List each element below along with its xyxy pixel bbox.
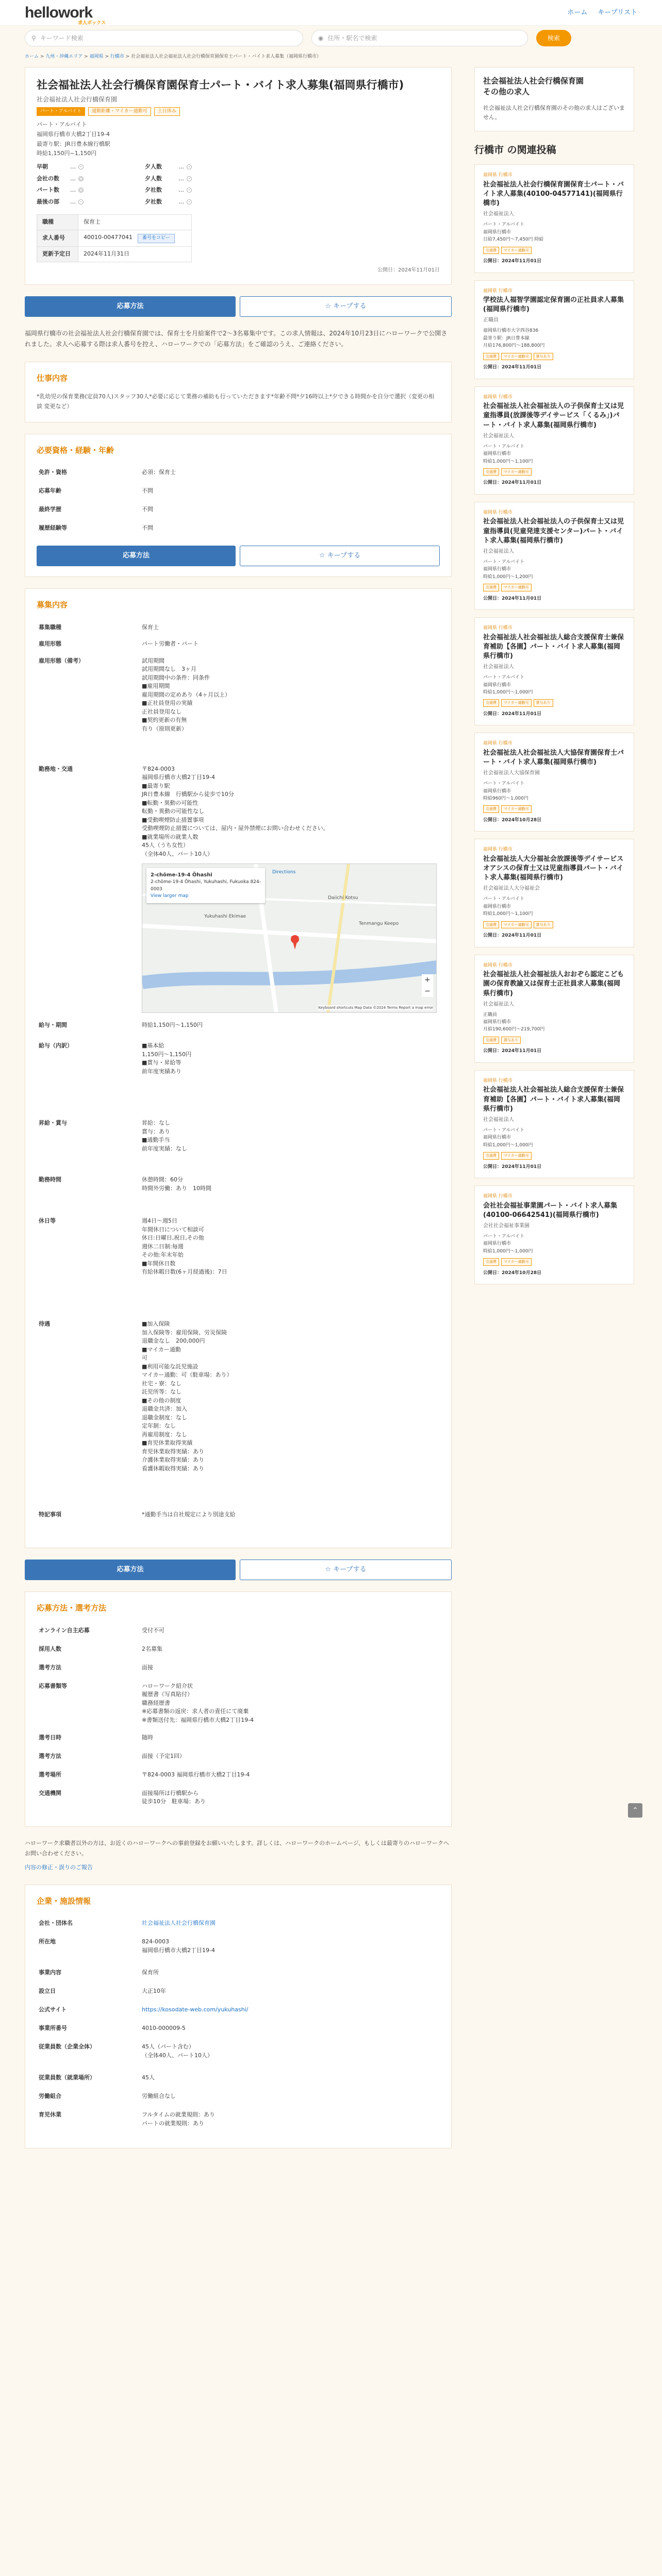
related-job-title[interactable]: 社会福祉法人社会福祉法人総合支援保育士兼保育補助【各園】パート・バイト求人募集(福岡県行橋市): [483, 633, 624, 660]
related-job-tag: 交通費: [483, 805, 499, 813]
site-logo[interactable]: [25, 1, 106, 25]
location-map[interactable]: [142, 863, 437, 1013]
job-basic-info: [37, 120, 440, 159]
job-summary-card: [25, 67, 452, 285]
application-card: [25, 1591, 452, 1827]
related-job-card[interactable]: [474, 1185, 634, 1284]
related-job-location: 福岡県 行橋市: [483, 962, 512, 968]
shift-item: 会社の数 … ○: [37, 175, 83, 182]
official-site-link[interactable]: https://kosodate-web.com/yukuhashi/: [142, 2006, 249, 2013]
related-job-title[interactable]: 学校法人福智学園認定保育園の正社員求人募集(福岡県行橋市): [483, 296, 624, 314]
search-bar: [0, 26, 662, 50]
related-job-title[interactable]: 社会福祉法人社会福祉法人の子供保育士又は児童指導員(放課後等デイサービス「くるみ」)パート・バイト求人募集(福岡県行橋市): [483, 402, 624, 429]
related-job-tag: 交通費: [483, 247, 499, 255]
related-job-card[interactable]: [474, 280, 634, 379]
related-job-company: 正職員: [483, 317, 499, 324]
logo-badge: 求人ボックス: [78, 20, 106, 25]
related-job-details: 福岡県行橋市大字西谷836 最寄り駅：JR日豊本線 月給176,800円〜188,800円: [483, 328, 545, 349]
map-info-box: [146, 868, 265, 903]
job-title: 社会福祉法人社会行橋保育園保育士パート・バイト求人募集(福岡県行橋市): [37, 78, 404, 91]
related-list: [474, 164, 634, 1284]
related-job-tag: 交通費: [483, 699, 499, 707]
apply-button[interactable]: 応募方法: [25, 1560, 236, 1580]
related-job-company: 社会福祉法人: [483, 433, 514, 439]
copy-number-button[interactable]: 番号をコピー: [138, 234, 175, 243]
related-job-location: 福岡県 行橋市: [483, 1078, 512, 1083]
shift-item: 夕社数 … -: [145, 198, 233, 207]
header-nav: [567, 8, 637, 18]
requirements-card: [25, 434, 452, 578]
related-job-published: 公開日：2024年10月28日: [483, 1270, 542, 1276]
related-job-tag: 交通費: [483, 584, 499, 591]
job-content-text: *乳幼児の保育業務(定員70人)スタッフ30人*必要に応じて業務の補助も行っていただきます*年齢不問*夕16時以上*夕できる時間かを自分で選択（変更の相談 変更など）: [37, 393, 435, 410]
terms-title: 募集内容: [37, 600, 68, 610]
search-icon: ⚲: [31, 35, 36, 42]
related-job-company: 社会福祉法人: [483, 548, 514, 554]
breadcrumb: ホーム > 九州・沖縄エリア > 福岡県 > 行橋市 > 社会福祉法人社会福祉法人社会行橋保育園保育士パート・バイト求人募集（福岡県行橋市）: [25, 54, 322, 59]
related-job-details: パート・アルバイト 福岡県行橋市 時給1,000円〜1,200円: [483, 559, 533, 580]
action-buttons-bottom: [25, 1560, 452, 1580]
search-button[interactable]: 検索: [536, 30, 571, 46]
related-job-tags: [483, 1152, 625, 1160]
key-info-table: 職種 保育士 求人番号 40010-00477041 番号をコピー 更新予定日 2024年11月31日: [37, 214, 192, 262]
related-job-tag: マイカー通勤可: [501, 1258, 532, 1266]
related-job-tag: マイカー通勤可: [501, 584, 532, 591]
related-job-published: 公開日：2024年11月01日: [483, 1164, 542, 1170]
related-job-details: パート・アルバイト 福岡県行橋市 時給1,000円〜1,100円: [483, 896, 533, 917]
map-larger-link[interactable]: View larger map: [151, 893, 189, 899]
action-buttons-mid: [37, 546, 440, 566]
site-header: [0, 0, 662, 26]
main-column: [25, 67, 452, 2149]
nav-home-link[interactable]: ホーム: [567, 8, 588, 16]
shift-item: 夕人数 … -: [145, 175, 233, 183]
related-job-card[interactable]: [474, 955, 634, 1063]
related-job-location: 福岡県 行橋市: [483, 625, 512, 631]
related-job-title[interactable]: 社会福祉法人社会福祉法人おおぞら認定こども園の保育教諭又は保育士正社員求人募集(福岡県行橋市): [483, 971, 624, 997]
nearest-station: 最寄り駅：JR日豊本線行橋駅: [37, 140, 110, 147]
map-zoom-controls[interactable]: + −: [422, 974, 433, 997]
related-job-card[interactable]: [474, 1070, 634, 1178]
published-date: 公開日：2024年11月01日: [377, 267, 440, 273]
report-error-link[interactable]: 内容の修正・誤りのご報告: [25, 1864, 93, 1871]
related-job-tags: [483, 1258, 625, 1266]
star-icon: ☆: [325, 1566, 334, 1574]
related-job-tags: [483, 699, 625, 707]
job-tags: [37, 107, 440, 116]
related-job-details: パート・アルバイト 福岡県行橋市 時給1,000円〜1,000円: [483, 1233, 533, 1254]
related-job-tag: 交通費: [483, 468, 499, 476]
related-job-tags: [483, 353, 625, 361]
related-job-card[interactable]: [474, 839, 634, 947]
related-job-company: 社会福祉法人: [483, 1116, 514, 1123]
map-place-name: 2-chōme-19-4 Ōhashi: [151, 872, 212, 878]
map-credit: Keyboard shortcuts Map Data ©2024 Terms Report a map error: [318, 1005, 433, 1010]
related-job-tags: [483, 921, 625, 929]
related-job-tags: [483, 468, 625, 476]
related-job-company: 社会福祉法人大分福祉会: [483, 886, 540, 892]
shift-item: 早朝 … -: [37, 163, 124, 172]
apply-button[interactable]: 応募方法: [25, 296, 236, 317]
related-job-card[interactable]: [474, 386, 634, 495]
job-content-title: 仕事内容: [37, 373, 68, 383]
company-title: 企業・施設情報: [37, 1896, 91, 1906]
chevron-up-icon: ⌃: [632, 1806, 638, 1815]
related-job-location: 福岡県 行橋市: [483, 741, 512, 747]
job-number: 40010-00477041: [84, 234, 133, 241]
related-job-published: 公開日：2024年11月01日: [483, 933, 542, 939]
related-job-details: パート・アルバイト 福岡県行橋市 日給7,450円〜7,450円 時給: [483, 222, 544, 243]
job-tag: 通勤距離・マイカー通勤可: [88, 107, 151, 116]
breadcrumb-pref[interactable]: 福岡県: [89, 54, 104, 59]
map-poi: Daiichi Kotsu: [328, 895, 358, 901]
terms-table: 募集職種 保育士 雇用形態 パート労働者・パート 雇用形態（備考） 試用期間 試用期間なし 3ヶ月 試用期間中の条件：同条件 ■雇用期間 雇用期間の定めあり（4ヶ月以上） ■正社員登用の実績 正社員登用なし ■契約更新の有無 有り（原則更新） 勤務地・交通 〒824-0003 福岡県行橋市大橋2丁目19-4 ■最寄り駅 JR日豊本線 行橋駅から徒歩で10分 ■転勤・異動の可能性 転勤・異動の可能性なし ■受動喫煙防止措置事項 受動喫煙防止措置については、屋内・屋外禁煙にお問い合わせください。 ■就業場所の就業人数 45人（うち女性） （全体40人、パート10人） 2-chōme-19-4 Ōhashi 2-chōme-19-4 Ōhashi, Yukuhashi, Fukuoka 824-0003 View larger map Directions Daiichi Kotsu Yukuhashi Ekimae Tenmangu Keepo + − Keyboard shortcuts Map Data ©2024 Terms Report a map error 給与・期間 時給1,150円〜1,150円 給与（内訳） ■基本給 1,150円〜1,150円 ■賞与・昇給等 前年度実績あり 昇給・賞与 昇給：なし 賞与：あり ■通勤手当 前年度実績：なし 勤務時間 休憩時間：60分 時間外労働：あり 10時間 休日等 週4日〜週5日 年間休日について相談可 休日:日曜日,祝日,その他 週休二日制:毎週 その他:年末年始 ■年間休日数 有給休暇日数(6ヶ月経過後)：7日 待遇 ■加入保険 加入保険等：雇用保険、労災保険 退職金なし 200,000円 ■マイカー通勤 可 ■利用可能な託児施設 マイカー通勤：可（駐車場：あり） 社宅・寮：なし 託児所等：なし ■その他の制度 退職金共済：加入 退職金制度：なし 定年制：なし 再雇用制度：なし ■育児休業取得実績 育児休業取得実績：あり 介護休業取得実績：あり 看護休暇取得実績：あり 特記事項 *通勤手当は自社規定により別途支給: [37, 619, 440, 1538]
related-job-tag: 賞与あり: [534, 921, 553, 929]
map-place-address: 2-chōme-19-4 Ōhashi, Yukuhashi, Fukuoka 824-0003: [151, 879, 261, 892]
related-job-company: 社会福祉法人大協保育園: [483, 770, 540, 776]
related-job-company: 社会福祉法人: [483, 211, 514, 217]
related-job-published: 公開日：2024年11月01日: [483, 1048, 542, 1054]
star-icon: ☆: [319, 552, 327, 560]
terms-card: [25, 588, 452, 1548]
related-job-location: 福岡県 行橋市: [483, 1194, 512, 1199]
requirements-table: 免許・資格 必須：保育士 応募年齢 不問 最終学歴 不問 履歴経験等 不問: [39, 469, 176, 532]
shift-item: 最後の部 … -: [37, 198, 124, 207]
related-job-published: 公開日：2024年11月01日: [483, 596, 542, 601]
related-job-company: 社会福祉法人: [483, 664, 514, 670]
related-job-details: パート・アルバイト 福岡県行橋市 時給1,000円〜1,000円: [483, 675, 533, 695]
map-poi: Yukuhashi Ekimae: [204, 914, 246, 920]
related-title: 行橋市 の関連投稿: [474, 144, 556, 156]
shift-item: 夕人数 … -: [145, 163, 233, 172]
related-job-tags: [483, 805, 625, 813]
location-search-input[interactable]: [311, 30, 528, 46]
map-directions-link[interactable]: Directions: [272, 870, 296, 875]
shift-item: パート数 … ○: [37, 187, 83, 194]
related-job-tag: 賞与あり: [534, 699, 553, 707]
other-jobs-text: 社会福祉法人社会行橋保育園のその他の求人はございません。: [483, 104, 625, 121]
related-job-card[interactable]: [474, 617, 634, 725]
location-placeholder: 住所・駅名で検索: [327, 35, 377, 42]
related-job-location: 福岡県 行橋市: [483, 510, 512, 515]
related-job-tag: 交通費: [483, 921, 499, 929]
related-job-title[interactable]: 社会福祉法人社会福祉法人総合支援保育士兼保育補助【各園】パート・バイト求人募集(福岡県行橋市): [483, 1086, 624, 1113]
related-job-tag: マイカー通勤可: [501, 699, 532, 707]
related-job-published: 公開日：2024年11月01日: [483, 711, 542, 717]
other-jobs-title: 社会福祉法人社会行橋保育園: [483, 76, 584, 86]
job-content-card: [25, 362, 452, 422]
application-table: オンライン自主応募 受付不可 採用人数 2名募集 選考方法 面接 応募書類等 ハローワーク紹介状 履歴書（写真貼付） 職務経歴書 ※応募書類の返戻：求人者の責任にて廃棄 ※書類送付先：福岡県行橋市大橋2丁目19-4 選考日時 随時 選考方法 面接（予定1回） 選考場所 〒824-0003 福岡県行橋市大橋2丁目19-4 交通機関 面接場所は行橋駅から 徒歩10分 駐車場：あり: [39, 1626, 254, 1805]
company-table: 会社・団体名 社会福祉法人社会行橋保育園 所在地 824-0003 福岡県行橋市大橋2丁目19-4 事業内容 保育所 設立日 大正10年 公式サイト https://kosodate-web.com/yukuhashi/ 事業所番号 4010-000009-5 従業員数（企業全体） 45人（パート含む） （全体40人、パート10人） 従業員数（就業場所） 45人 労働組合 労働組合なし 育児休業 フルタイムの就業規則：あり パートの就業規則：あり: [39, 1920, 249, 2127]
job-address: 福岡県行橋市大橋2丁目19-4: [37, 131, 110, 138]
related-job-title[interactable]: 社会福祉法人社会福祉法人の子供保育士又は児童指導員(児童発達支援センター)パート・バイト求人募集(福岡県行橋市): [483, 518, 624, 545]
breadcrumb-current: 社会福祉法人社会福祉法人社会行橋保育園保育士パート・バイト求人募集（福岡県行橋市）: [131, 54, 322, 59]
related-job-tag: 賞与あり: [501, 1037, 521, 1044]
company-other-jobs-card: [474, 67, 634, 131]
related-job-card[interactable]: [474, 502, 634, 610]
related-job-location: 福岡県 行橋市: [483, 847, 512, 853]
related-job-tag: 交通費: [483, 353, 499, 361]
related-job-title[interactable]: 社会福祉法人社会福祉法人大協保育園保育士パート・バイト求人募集(福岡県行橋市): [483, 749, 624, 767]
star-icon: ☆: [325, 302, 334, 310]
employment-type: パート・アルバイト: [37, 121, 87, 128]
related-job-title[interactable]: 会社社会福祉事業園パート・バイト求人募集(40100-06642541)(福岡県行橋市): [483, 1201, 618, 1219]
hellowork-note: ハローワーク求職者以外の方は、お近くのハローワークへの事前登録をお願いいたします。詳しくは、ハローワークのホームページ、もしくは最寄りのハローワークへお問い合わせください。: [25, 1839, 450, 1857]
keep-button[interactable]: ☆ キープする: [240, 546, 440, 566]
related-job-tags: [483, 247, 625, 255]
keep-button[interactable]: ☆ キープする: [240, 296, 452, 317]
pin-icon: ◉: [318, 35, 324, 42]
related-job-details: パート・アルバイト 福岡県行橋市 時給960円〜1,000円: [483, 781, 528, 802]
keyword-search-input[interactable]: [25, 30, 303, 46]
map-poi: Tenmangu Keepo: [359, 921, 399, 927]
scroll-top-button[interactable]: [628, 1803, 642, 1818]
related-job-details: パート・アルバイト 福岡県行橋市 時給1,000円〜1,100円: [483, 444, 533, 464]
related-job-tag: 交通費: [483, 1037, 499, 1044]
related-job-company: 会社社会福祉事業園: [483, 1223, 529, 1229]
keyword-placeholder: キーワード検索: [40, 35, 84, 42]
related-job-company: 社会福祉法人: [483, 1001, 514, 1007]
nav-keep-list-link[interactable]: キープリスト: [598, 8, 637, 16]
related-job-tag: マイカー通勤可: [501, 805, 532, 813]
related-job-location: 福岡県 行橋市: [483, 173, 512, 178]
company-link[interactable]: 社会福祉法人社会行橋保育園: [142, 1920, 216, 1927]
related-job-tag: 賞与あり: [534, 353, 553, 361]
related-job-card[interactable]: [474, 164, 634, 273]
company-name: 社会福祉法人社会行橋保育園: [37, 95, 118, 103]
related-job-published: 公開日：2024年11月01日: [483, 480, 542, 486]
sidebar: [474, 67, 634, 1292]
shift-item: 夕社数 … -: [145, 186, 233, 195]
keep-button[interactable]: ☆ キープする: [240, 1560, 452, 1580]
application-title: 応募方法・選考方法: [37, 1603, 107, 1613]
job-description: 福岡県行橋市の社会福祉法人社会行橋保育園では、保育士を月給案件で2～3名募集中です。この求人情報は、2024年10月23日にハローワークで公開されました。求人へ応募する際は求人番号を控え、ハローワークでの「応募方法」をご確認のうえ、ご連絡ください。: [25, 329, 448, 348]
related-job-location: 福岡県 行橋市: [483, 288, 512, 294]
related-job-tags: [483, 584, 625, 591]
related-job-tag: 交通費: [483, 1258, 499, 1266]
related-job-tags: [483, 1037, 625, 1044]
logo-text: hellowork: [25, 4, 93, 21]
company-card: [25, 1885, 452, 2149]
requirements-title: 必要資格・経験・年齢: [37, 445, 114, 455]
job-tag: パート・アルバイト: [37, 107, 85, 116]
other-jobs-subtitle: その他の求人: [483, 87, 530, 96]
related-job-title[interactable]: 社会福祉法人社会行橋保育園保育士パート・バイト求人募集(40100-04577141)(福岡県行橋市): [483, 180, 624, 208]
related-job-tag: マイカー通勤可: [501, 1152, 532, 1160]
related-job-published: 公開日：2024年11月01日: [483, 365, 542, 370]
related-job-details: パート・アルバイト 福岡県行橋市 時給1,000円〜1,000円: [483, 1127, 533, 1148]
shift-grid: [37, 163, 440, 206]
breadcrumb-area[interactable]: 九州・沖縄エリア: [45, 54, 83, 59]
wage: 時給1,150円~1,150円: [37, 150, 97, 157]
related-job-details: 正職員 福岡県行橋市 月給190,600円〜219,700円: [483, 1012, 545, 1032]
related-job-tag: マイカー通勤可: [501, 353, 532, 361]
related-job-tag: 交通費: [483, 1152, 499, 1160]
related-job-title[interactable]: 社会福祉法人大分福祉会放課後等デイサービスオアシスの保育士又は児童指導員パート・バイト求人募集(福岡県行橋市): [483, 855, 624, 882]
job-tag: 土日休み: [154, 107, 180, 116]
breadcrumb-city[interactable]: 行橋市: [110, 54, 124, 59]
related-job-tag: マイカー通勤可: [501, 921, 532, 929]
related-job-tag: マイカー通勤可: [501, 468, 532, 476]
related-job-location: 福岡県 行橋市: [483, 394, 512, 400]
related-job-tag: マイカー通勤可: [501, 247, 532, 255]
action-buttons-top: [25, 296, 452, 317]
apply-button[interactable]: 応募方法: [37, 546, 236, 566]
related-job-published: 公開日：2024年11月01日: [483, 259, 542, 264]
related-job-published: 公開日：2024年10月28日: [483, 817, 542, 823]
related-job-card[interactable]: [474, 733, 634, 832]
breadcrumb-home[interactable]: ホーム: [25, 54, 39, 59]
